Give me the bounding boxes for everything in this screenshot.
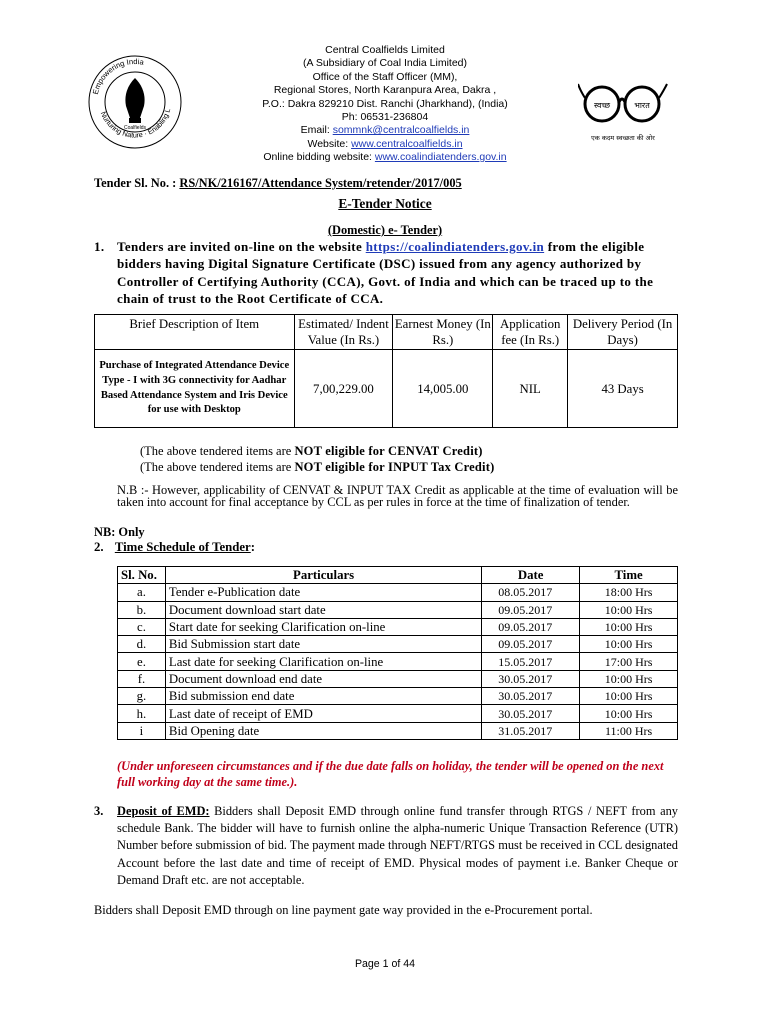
schedule-slno: f. xyxy=(118,670,166,687)
schedule-time: 10:00 Hrs xyxy=(580,670,678,687)
cenvat-note-bold: NOT eligible for CENVAT Credit) xyxy=(294,444,483,458)
bidding-link[interactable]: www.coalindiatenders.gov.in xyxy=(374,151,507,164)
schedule-date: 30.05.2017 xyxy=(482,670,580,687)
schedule-particular: Bid submission end date xyxy=(165,688,481,705)
table-row xyxy=(118,688,678,705)
swachh-bharat-logo xyxy=(578,78,668,150)
schedule-header-slno: Sl. No. xyxy=(118,567,166,584)
bidding-line xyxy=(200,151,570,164)
input-tax-note-bold: NOT eligible for INPUT Tax Credit) xyxy=(294,460,495,474)
schedule-date: 09.05.2017 xyxy=(482,636,580,653)
item-header-emd: Earnest Money (In Rs.) xyxy=(393,315,493,350)
schedule-date: 08.05.2017 xyxy=(482,584,580,601)
schedule-header-particulars: Particulars xyxy=(165,567,481,584)
holiday-note: (Under unforeseen circumstances and if the due date falls on holiday, the tender will be opened on the next full working day at the same time.). xyxy=(117,759,664,789)
schedule-date: 31.05.2017 xyxy=(482,722,580,739)
para-number: 1. xyxy=(94,239,105,254)
tender-serial-label: Tender Sl. No. : xyxy=(94,176,177,190)
schedule-slno: b. xyxy=(118,601,166,618)
schedule-particular: Last date of receipt of EMD xyxy=(165,705,481,722)
nb-paragraph: N.B :- However, applicability of CENVAT & INPUT TAX Credit as applicable at the time of evaluation will be taken into account for final acceptance by CCL as per rules in force at the time of finalization of tender. xyxy=(117,483,678,509)
bidding-label: Online bidding website: xyxy=(263,151,372,164)
cenvat-note xyxy=(140,443,494,459)
svg-text:एक कदम स्वच्छता की ओर: एक कदम स्वच्छता की ओर xyxy=(591,134,655,142)
schedule-slno: a. xyxy=(118,584,166,601)
schedule-particular: Document download start date xyxy=(165,601,481,618)
page-title: E-Tender Notice xyxy=(338,196,432,211)
schedule-slno: i xyxy=(118,722,166,739)
schedule-heading xyxy=(94,540,255,555)
schedule-title: Time Schedule of Tender xyxy=(114,540,251,554)
email-line xyxy=(200,124,570,137)
svg-text:भारत: भारत xyxy=(634,101,650,110)
schedule-particular: Bid Opening date xyxy=(165,722,481,739)
emd-label: Deposit of EMD: xyxy=(117,804,210,818)
phone-line: Ph: 06531-236804 xyxy=(341,111,429,124)
item-delivery: 43 Days xyxy=(568,350,678,428)
website-link[interactable]: www.centralcoalfields.in xyxy=(351,137,463,150)
schedule-date: 09.05.2017 xyxy=(482,601,580,618)
invitation-text-after: from the eligible bidders having Digital Signature Certificate (DSC) issued from any agency authorized by Controller of Certifying Authority (CCA), Govt. of India and which can be traced up to the chain of trust to the Root Certificate of CCA. xyxy=(117,239,654,306)
item-header-value: Estimated/ Indent Value (In Rs.) xyxy=(294,315,393,350)
subsidiary-line: (A Subsidiary of Coal India Limited) xyxy=(303,57,467,70)
table-row xyxy=(118,618,678,635)
schedule-slno: e. xyxy=(118,653,166,670)
cenvat-note-text: (The above tendered items are xyxy=(140,444,295,458)
item-header-desc: Brief Description of Item xyxy=(95,315,295,350)
schedule-particular: Bid Submission start date xyxy=(165,636,481,653)
schedule-slno: d. xyxy=(118,636,166,653)
email-link[interactable]: sommnk@centralcoalfields.in xyxy=(332,124,470,137)
svg-text:स्वच्छ: स्वच्छ xyxy=(593,101,611,110)
input-tax-note xyxy=(140,459,494,475)
svg-text:Empowering India: Empowering India xyxy=(90,56,145,96)
table-row xyxy=(118,653,678,670)
item-header-delivery: Delivery Period (In Days) xyxy=(568,315,678,350)
table-row xyxy=(118,636,678,653)
invitation-text-before: Tenders are invited on-line on the website xyxy=(117,239,366,254)
office-line: Office of the Staff Officer (MM), xyxy=(312,70,458,83)
schedule-date: 09.05.2017 xyxy=(482,618,580,635)
address-line: P.O.: Dakra 829210 Dist. Ranchi (Jharkhand), (India) xyxy=(262,97,508,110)
schedule-slno: h. xyxy=(118,705,166,722)
schedule-time: 10:00 Hrs xyxy=(580,618,678,635)
schedule-particular: Document download end date xyxy=(165,670,481,687)
schedule-particular: Start date for seeking Clarification on-line xyxy=(165,618,481,635)
table-row xyxy=(118,670,678,687)
emd-text: Bidders shall Deposit EMD through online fund transfer through RTGS / NEFT from any schedule Bank. The bidder will have to furnish online the alpha-numeric Unique Transaction Reference (UTR) Number before submission of bid. The payment made through NEFT/RTGS must be received in CCL designated Account before the last date and time of receipt of EMD. Physical modes of payment i.e. Banker Cheque or Demand Draft etc. are not acceptable. xyxy=(117,804,678,887)
item-emd: 14,005.00 xyxy=(393,350,493,428)
svg-text:Coalfields: Coalfields xyxy=(124,125,146,131)
website-line xyxy=(200,138,570,151)
table-row xyxy=(118,601,678,618)
invitation-paragraph xyxy=(94,238,678,307)
schedule-date: 30.05.2017 xyxy=(482,688,580,705)
schedule-time: 17:00 Hrs xyxy=(580,653,678,670)
para-number: 3. xyxy=(94,804,104,818)
schedule-date: 30.05.2017 xyxy=(482,705,580,722)
schedule-number: 2. xyxy=(94,540,104,554)
schedule-header-date: Date xyxy=(482,567,580,584)
schedule-slno: c. xyxy=(118,618,166,635)
schedule-time: 10:00 Hrs xyxy=(580,636,678,653)
letterhead xyxy=(200,44,570,165)
schedule-time: 18:00 Hrs xyxy=(580,584,678,601)
schedule-time: 10:00 Hrs xyxy=(580,601,678,618)
item-table xyxy=(94,314,678,428)
company-name: Central Coalfields Limited xyxy=(325,44,445,56)
item-header-fee: Application fee (In Rs.) xyxy=(493,315,568,350)
closing-paragraph: Bidders shall Deposit EMD through on line payment gate way provided in the e-Procurement portal. xyxy=(94,903,593,917)
emd-paragraph xyxy=(94,803,678,889)
schedule-time: 10:00 Hrs xyxy=(580,688,678,705)
schedule-colon: : xyxy=(250,540,256,554)
schedule-date: 15.05.2017 xyxy=(482,653,580,670)
website-label: Website: xyxy=(307,137,349,150)
page-subtitle: (Domestic) e- Tender) xyxy=(327,223,443,237)
table-row xyxy=(118,722,678,739)
schedule-time: 11:00 Hrs xyxy=(580,722,678,739)
table-row xyxy=(118,584,678,601)
schedule-particular: Last date for seeking Clarification on-line xyxy=(165,653,481,670)
schedule-particular: Tender e-Publication date xyxy=(165,584,481,601)
schedule-time: 10:00 Hrs xyxy=(580,705,678,722)
item-description: Purchase of Integrated Attendance Device Type - I with 3G connectivity for Aadhar Based Attendance System and Iris Device for use with Desktop xyxy=(95,350,295,428)
tender-serial-number: RS/NK/216167/Attendance System/retender/2017/005 xyxy=(179,176,462,190)
tender-serial xyxy=(94,176,462,191)
schedule-header-time: Time xyxy=(580,567,678,584)
page-number: Page 1 of 44 xyxy=(354,958,416,970)
svg-text:Nurturing Nature · Enabling Li: Nurturing Nature · Enabling L xyxy=(98,107,173,140)
input-tax-note-text: (The above tendered items are xyxy=(140,460,295,474)
eligibility-notes xyxy=(140,443,494,475)
table-row xyxy=(118,705,678,722)
schedule-table xyxy=(117,566,678,740)
email-label: Email: xyxy=(300,124,330,137)
stores-line: Regional Stores, North Karanpura Area, Dakra , xyxy=(273,84,497,97)
item-value: 7,00,229.00 xyxy=(294,350,393,428)
ccl-logo xyxy=(80,52,190,152)
schedule-slno: g. xyxy=(118,688,166,705)
tender-portal-link[interactable]: https://coalindiatenders.gov.in xyxy=(365,239,545,254)
item-fee: NIL xyxy=(493,350,568,428)
nb-only: NB: Only xyxy=(94,525,145,539)
